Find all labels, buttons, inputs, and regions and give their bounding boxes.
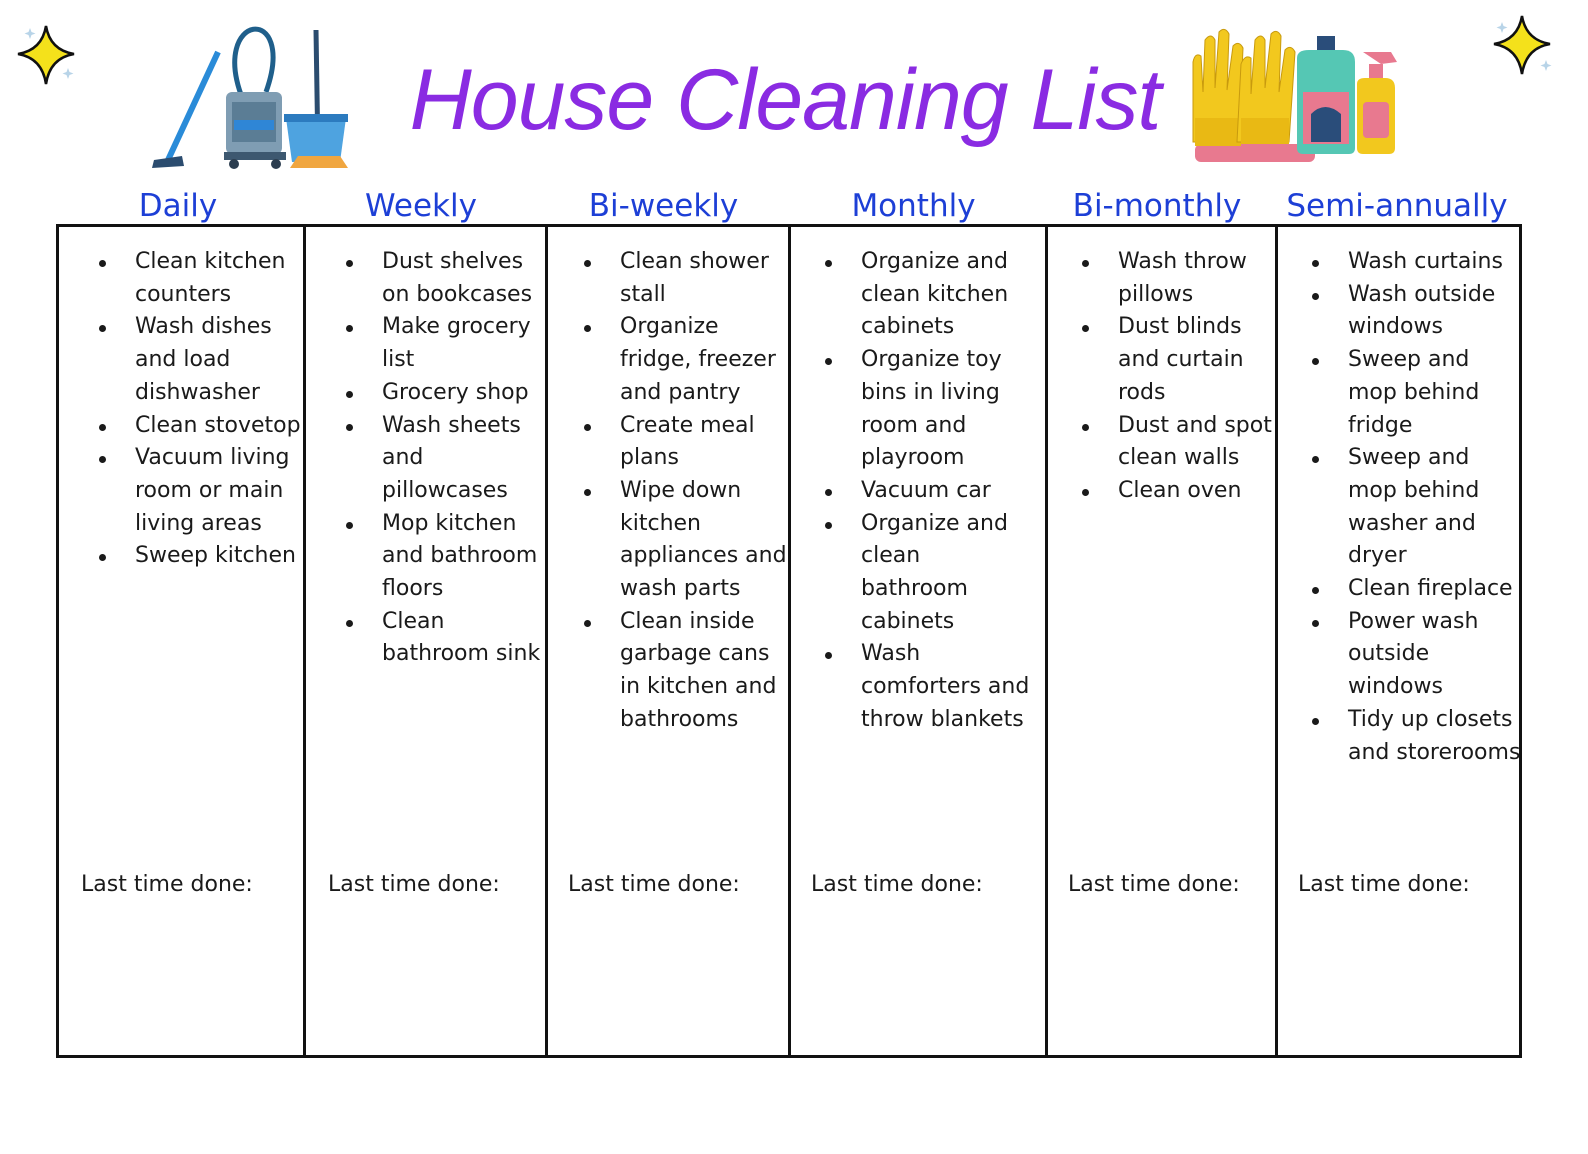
sparkle-icon: [12, 18, 84, 90]
vacuum-and-mop-icon: [148, 22, 358, 172]
task-item: Wash comforters and throw blankets: [821, 638, 1033, 736]
last-time-done-label: Last time done:: [811, 872, 983, 897]
heading-semi-annually: Semi-annually: [1286, 188, 1508, 224]
task-item: Tidy up closets and storerooms: [1308, 704, 1523, 769]
task-item: Create meal plans: [580, 410, 770, 475]
task-list-daily: [95, 246, 315, 573]
gloves-and-cleaning-supplies-icon: [1185, 22, 1405, 170]
task-item: Clean inside garbage cans in kitchen and bathrooms: [580, 606, 790, 737]
task-item: Grocery shop: [342, 377, 562, 410]
task-item: Clean fireplace: [1308, 573, 1523, 606]
column-daily: [59, 227, 303, 1055]
task-item: Wash outside windows: [1308, 279, 1498, 344]
task-item: Wash throw pillows: [1078, 246, 1258, 311]
task-item: Wash sheets and pillowcases: [342, 410, 532, 508]
task-item: Dust blinds and curtain rods: [1078, 311, 1258, 409]
last-time-done-label: Last time done:: [1298, 872, 1470, 897]
task-item: Organize and clean bathroom cabinets: [821, 508, 1033, 639]
task-list-weekly: [342, 246, 562, 671]
task-item: Vacuum living room or main living areas: [95, 442, 295, 540]
task-item: Dust and spot clean walls: [1078, 410, 1278, 475]
task-item: Clean shower stall: [580, 246, 790, 311]
task-item: Mop kitchen and bathroom floors: [342, 508, 552, 606]
column-bi-monthly: [1045, 227, 1275, 1055]
column-bi-weekly: [545, 227, 788, 1055]
page-title: House Cleaning List: [409, 52, 1161, 148]
task-item: Dust shelves on bookcases: [342, 246, 542, 311]
task-item: Clean kitchen counters: [95, 246, 301, 311]
heading-bi-monthly: Bi-monthly: [1072, 188, 1242, 224]
task-list-bi-weekly: [580, 246, 790, 737]
task-item: Sweep and mop behind fridge: [1308, 344, 1488, 442]
task-item: Clean oven: [1078, 475, 1278, 508]
last-time-done-label: Last time done:: [1068, 872, 1240, 897]
task-item: Power wash outside windows: [1308, 606, 1498, 704]
column-semi-annually: [1275, 227, 1525, 1055]
task-item: Sweep and mop behind washer and dryer: [1308, 442, 1488, 573]
sparkle-icon: [1488, 12, 1560, 84]
last-time-done-label: Last time done:: [568, 872, 740, 897]
cleaning-schedule-table: [56, 224, 1522, 1058]
task-item: Wipe down kitchen appliances and wash parts: [580, 475, 790, 606]
task-item: Organize fridge, freezer and pantry: [580, 311, 790, 409]
task-item: Make grocery list: [342, 311, 542, 376]
task-item: Organize and clean kitchen cabinets: [821, 246, 1031, 344]
task-list-bi-monthly: [1078, 246, 1278, 508]
heading-daily: Daily: [138, 188, 218, 224]
last-time-done-label: Last time done:: [81, 872, 253, 897]
heading-weekly: Weekly: [365, 188, 477, 224]
task-list-monthly: [821, 246, 1041, 737]
last-time-done-label: Last time done:: [328, 872, 500, 897]
task-item: Organize toy bins in living room and playroom: [821, 344, 1011, 475]
heading-bi-weekly: Bi-weekly: [588, 188, 739, 224]
heading-monthly: Monthly: [851, 188, 976, 224]
column-weekly: [303, 227, 545, 1055]
task-item: Sweep kitchen: [95, 540, 315, 573]
column-headings: [56, 186, 1522, 226]
task-item: Vacuum car: [821, 475, 1041, 508]
task-item: Clean stovetop: [95, 410, 315, 443]
task-item: Wash dishes and load dishwasher: [95, 311, 275, 409]
column-monthly: [788, 227, 1045, 1055]
task-item: Wash curtains: [1308, 246, 1518, 279]
task-list-semi-annually: [1308, 246, 1523, 769]
task-item: Clean bathroom sink: [342, 606, 554, 671]
